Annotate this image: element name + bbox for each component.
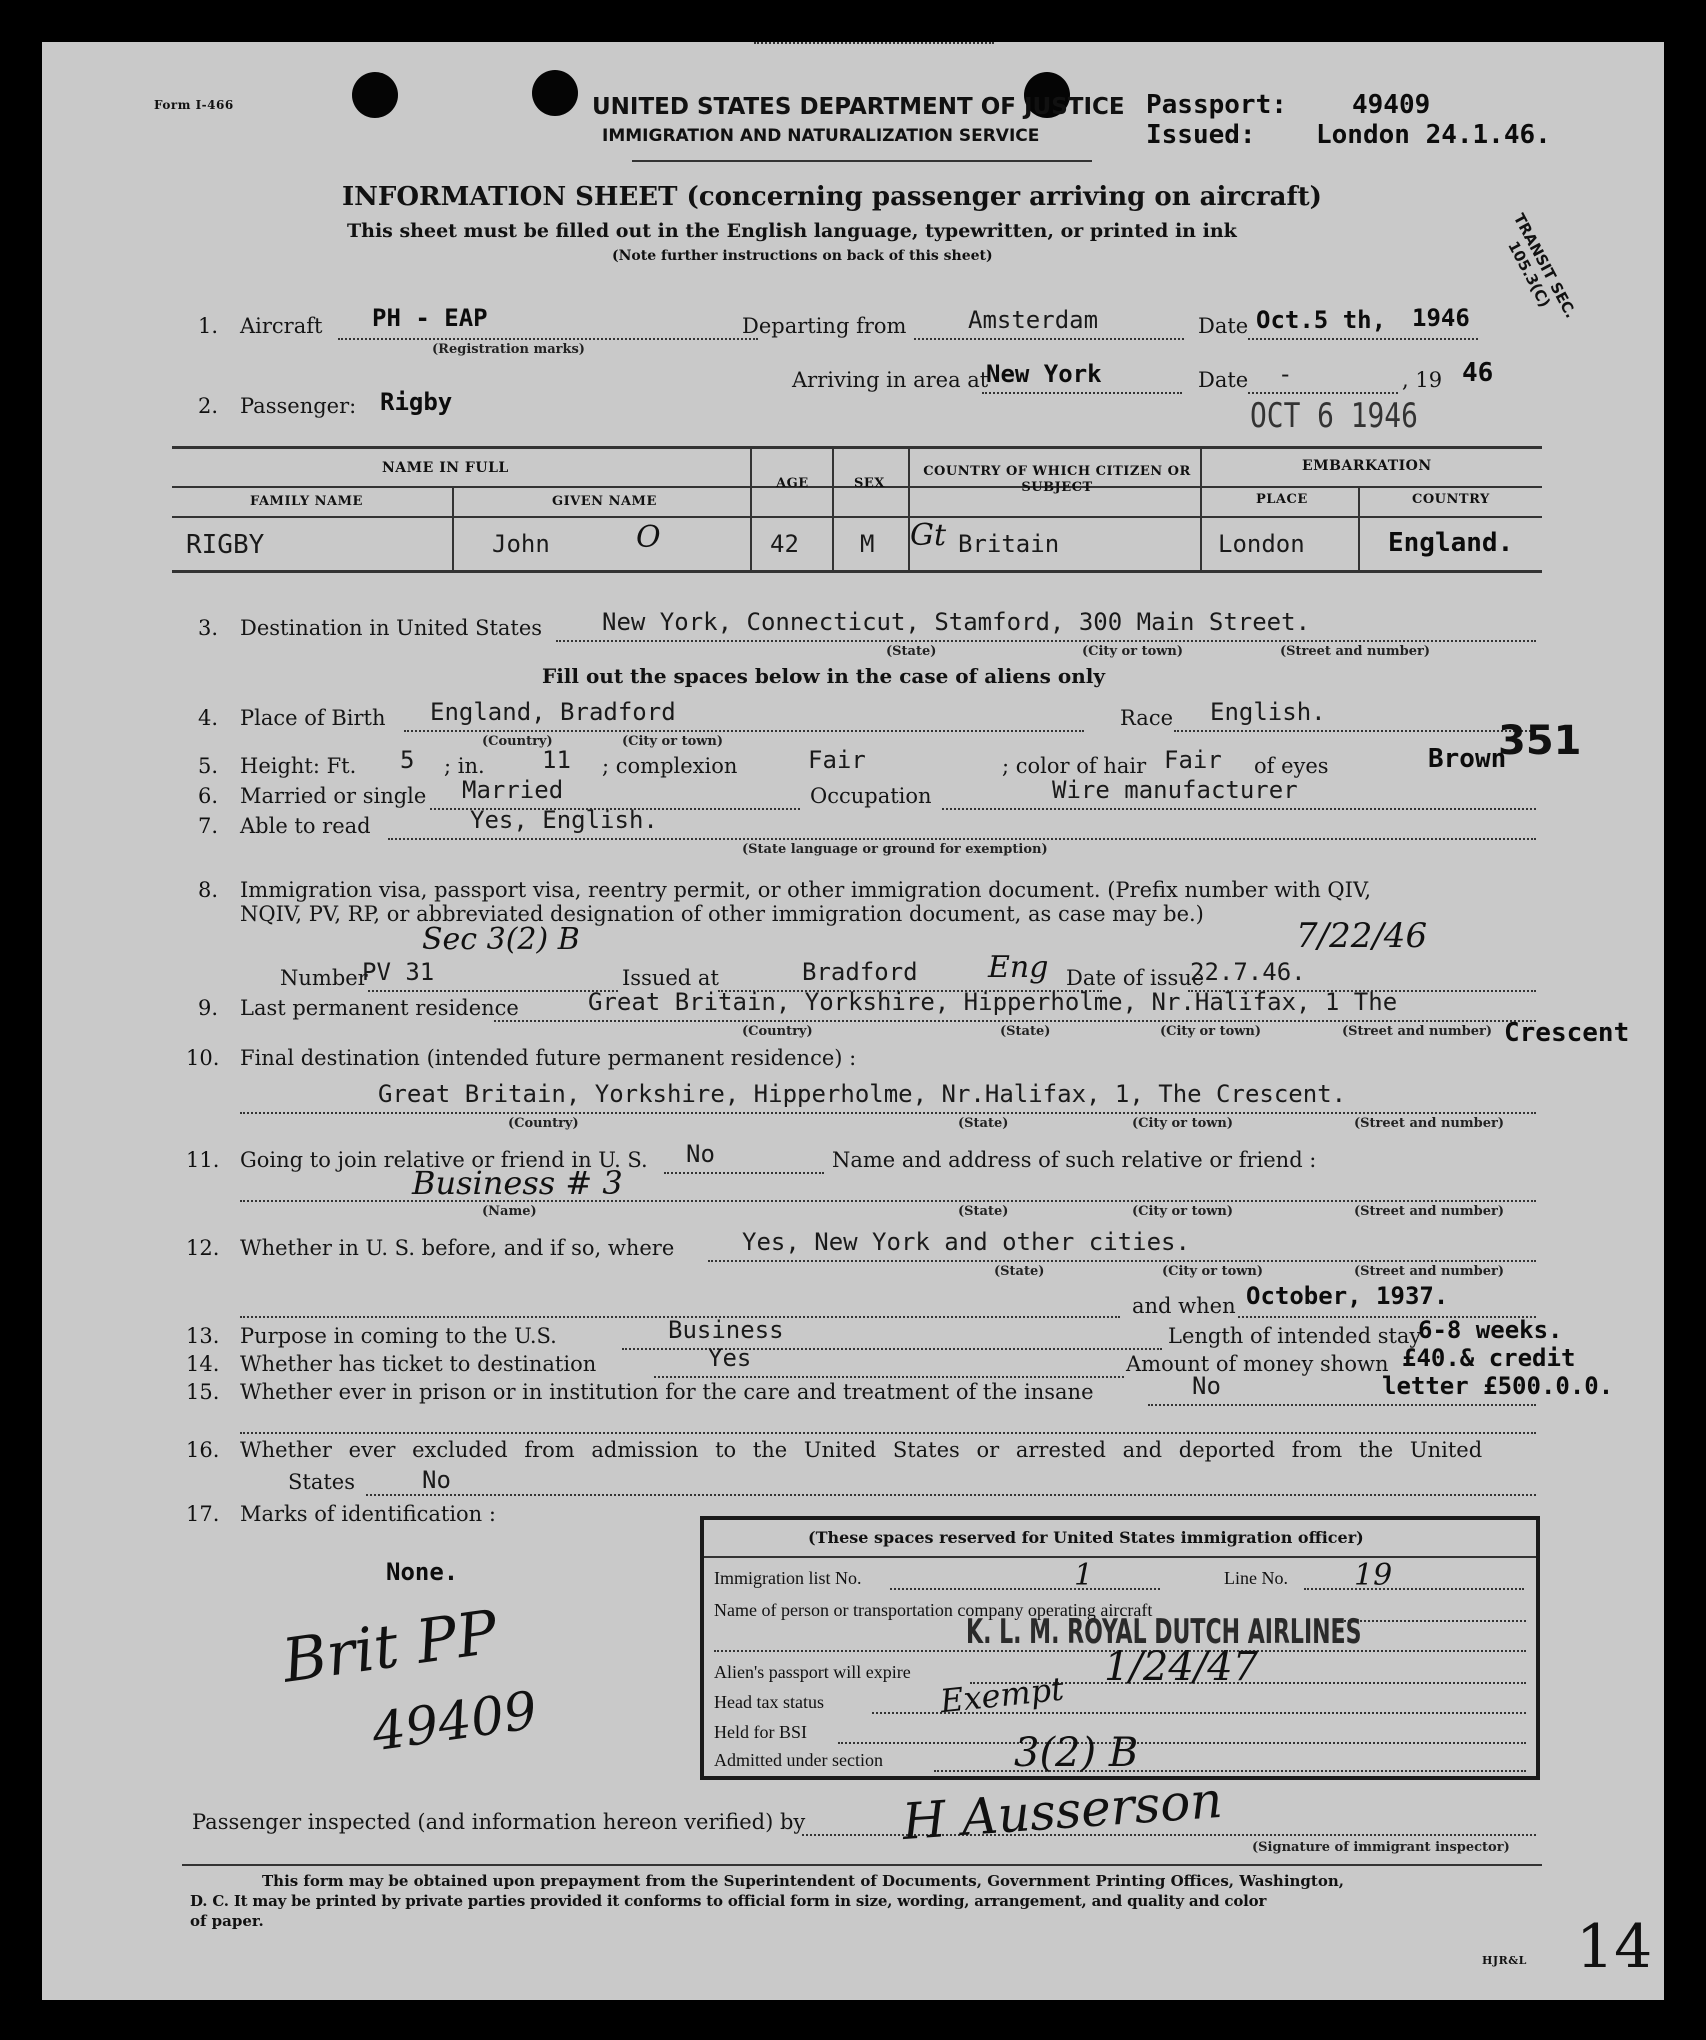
aircraft-line <box>338 338 758 340</box>
birthplace-label: Place of Birth <box>240 706 386 730</box>
visa-handwritten-date: 7/22/46 <box>1296 916 1428 956</box>
destination-value: New York, Connecticut, Stamford, 300 Main Street. <box>602 608 1311 636</box>
race-line <box>1174 730 1534 732</box>
given-name-mark: O <box>636 520 661 555</box>
line-number-value: 19 <box>1354 1558 1393 1593</box>
citizenship-value: Britain <box>958 530 1060 558</box>
list-number-value: 1 <box>1074 1558 1094 1593</box>
footer-text-2: D. C. It may be printed by private parties provided it conforms to official form in size, wording, arrangement, and quality and color <box>190 1892 1267 1910</box>
hair-value: Fair <box>1164 746 1222 774</box>
occupation-value: Wire manufacturer <box>1052 776 1298 804</box>
sheet-note: (Note further instructions on back of this sheet) <box>612 248 993 264</box>
row1-number: 1. <box>198 314 219 338</box>
transit-stamp: TRANSIT SEC. 105.3(C) <box>1504 210 1581 322</box>
row8-number: 8. <box>198 878 219 902</box>
row2-number: 2. <box>198 394 219 418</box>
age-heading: AGE <box>776 476 809 491</box>
issued-value: London 24.1.46. <box>1316 120 1551 150</box>
passport-expire-value: 1/24/47 <box>1104 1644 1259 1690</box>
family-name-heading: FAMILY NAME <box>250 494 363 509</box>
date2-value: - <box>1278 360 1293 388</box>
previous-street-caption: (Street and number) <box>1354 1264 1504 1279</box>
marital-value: Married <box>462 776 564 804</box>
officer-box-heading: (These spaces reserved for United States immigration officer) <box>808 1528 1364 1547</box>
citizenship-handwritten: Gt <box>910 518 947 553</box>
footer-text-1: This form may be obtained upon prepayment from the Superintendent of Documents, Government Printing Offices, Washington, <box>262 1872 1344 1890</box>
embark-country-value: England. <box>1388 528 1514 558</box>
departing-line <box>914 338 1184 340</box>
arriving-label: Arriving in area at <box>792 368 989 392</box>
bsi-label: Held for BSI <box>714 1722 807 1742</box>
sheet-title: INFORMATION SHEET (concerning passenger arriving on aircraft) <box>342 182 1322 212</box>
final-destination-value: Great Britain, Yorkshire, Hipperholme, Nr.Halifax, 1, The Crescent. <box>378 1080 1347 1108</box>
purpose-value: Business <box>668 1316 784 1344</box>
read-value: Yes, English. <box>470 806 658 834</box>
officer-reserved-box <box>700 1516 1540 1780</box>
operator-label: Name of person or transportation company operating aircraft <box>714 1600 1153 1620</box>
sex-value: M <box>860 530 875 558</box>
visa-number-value: PV 31 <box>362 958 435 986</box>
form-number: Form I-466 <box>154 98 234 112</box>
previous-visit-label: Whether in U. S. before, and if so, where <box>240 1236 675 1260</box>
sheet-subtitle: This sheet must be filled out in the English language, typewritten, or printed in ink <box>347 220 1237 242</box>
date2-line <box>1248 392 1398 394</box>
passport-number: 49409 <box>1352 90 1431 120</box>
head-tax-value: Exempt <box>938 1669 1066 1721</box>
visa-issued-label: Issued at <box>622 966 719 990</box>
purpose-label: Purpose in coming to the U.S. <box>240 1324 557 1348</box>
list-number-line <box>890 1588 1160 1590</box>
departing-value: Amsterdam <box>968 306 1099 334</box>
birthplace-city-caption: (City or town) <box>622 734 724 749</box>
year-value: 1946 <box>1412 304 1470 332</box>
document-page <box>42 42 1664 2000</box>
marital-label: Married or single <box>240 784 427 808</box>
visa-number-line <box>368 990 618 992</box>
list-number-label: Immigration list No. <box>714 1568 862 1588</box>
height-in-label: ; in. <box>444 754 485 778</box>
row17-number: 17. <box>186 1502 220 1526</box>
operator-line-1 <box>1344 1620 1526 1622</box>
previous-when-label: and when <box>1132 1294 1236 1318</box>
head-tax-label: Head tax status <box>714 1692 824 1712</box>
previous-state-caption: (State) <box>994 1264 1045 1279</box>
residence-value: Great Britain, Yorkshire, Hipperholme, Nr.Halifax, 1 The <box>588 988 1398 1016</box>
identification-handwritten-1: Brit PP <box>278 1597 502 1697</box>
height-label: Height: Ft. <box>240 754 357 778</box>
destination-line <box>556 640 1536 642</box>
given-name-heading: GIVEN NAME <box>552 494 657 509</box>
final-street-caption: (Street and number) <box>1354 1116 1504 1131</box>
row16-number: 16. <box>186 1438 220 1462</box>
receipt-date-stamp: OCT 6 1946 <box>1250 396 1418 436</box>
passenger-label: Passenger: <box>240 394 357 418</box>
money-value-continued: letter £500.0.0. <box>1382 1372 1614 1400</box>
residence-street-caption: (Street and number) <box>1342 1024 1492 1039</box>
final-state-caption: (State) <box>958 1116 1009 1131</box>
aliens-only-heading: Fill out the spaces below in the case of aliens only <box>542 664 1105 688</box>
previous-visit-value: Yes, New York and other cities. <box>742 1228 1190 1256</box>
row14-number: 14. <box>186 1352 220 1376</box>
age-value: 42 <box>770 530 799 558</box>
relative-name-caption: (Name) <box>482 1204 537 1219</box>
row6-number: 6. <box>198 784 219 808</box>
previous-city-caption: (City or town) <box>1162 1264 1264 1279</box>
issued-label: Issued: <box>1146 120 1256 150</box>
aircraft-label: Aircraft <box>240 314 323 338</box>
company-stamp: K. L. M. ROYAL DUTCH AIRLINES <box>966 1612 1362 1652</box>
previous-when-value: October, 1937. <box>1246 1282 1449 1310</box>
bsi-line <box>838 1742 1526 1744</box>
final-destination-line <box>240 1112 1536 1114</box>
final-city-caption: (City or town) <box>1132 1116 1234 1131</box>
line-number-label: Line No. <box>1224 1568 1288 1588</box>
join-relative-label: Going to join relative or friend in U. S. <box>240 1148 648 1172</box>
date-label: Date <box>1198 314 1249 338</box>
punch-hole-left <box>352 72 398 118</box>
inspector-signature-caption: (Signature of immigrant inspector) <box>1252 1840 1510 1855</box>
money-value: £40.& credit <box>1402 1344 1576 1372</box>
embark-place-value: London <box>1218 530 1305 558</box>
excluded-line <box>366 1494 1536 1496</box>
residence-state-caption: (State) <box>1000 1024 1051 1039</box>
birthplace-line <box>404 730 1084 732</box>
complexion-line <box>754 42 994 44</box>
prison-value: No <box>1192 1372 1221 1400</box>
embark-country-heading: COUNTRY <box>1412 492 1490 507</box>
final-destination-label: Final destination (intended future permanent residence) : <box>240 1046 857 1070</box>
date2-label: Date <box>1198 368 1249 392</box>
prison-line-2 <box>240 1432 1536 1434</box>
occupation-line <box>942 808 1536 810</box>
read-label: Able to read <box>240 814 371 838</box>
birthplace-country-caption: (Country) <box>482 734 553 749</box>
visa-number-label: Number <box>280 966 368 990</box>
ticket-value: Yes <box>708 1344 752 1372</box>
passport-expire-label: Alien's passport will expire <box>714 1662 911 1682</box>
residence-country-caption: (Country) <box>742 1024 813 1039</box>
admitted-label: Admitted under section <box>714 1750 883 1770</box>
relative-state-caption: (State) <box>958 1204 1009 1219</box>
date-line <box>1248 338 1478 340</box>
row3-number: 3. <box>198 616 219 640</box>
race-label: Race <box>1120 706 1174 730</box>
embarkation-heading: EMBARKATION <box>1302 458 1432 474</box>
row4-number: 4. <box>198 706 219 730</box>
row12-number: 12. <box>186 1236 220 1260</box>
identification-handwritten-2: 49409 <box>368 1680 541 1764</box>
relative-city-caption: (City or town) <box>1132 1204 1234 1219</box>
admitted-value: 3(2) B <box>1014 1730 1139 1776</box>
row7-number: 7. <box>198 814 219 838</box>
year2-prefix: , 19 <box>1402 368 1443 392</box>
residence-city-caption: (City or town) <box>1160 1024 1262 1039</box>
page-number-handwritten: 14 <box>1576 1912 1653 1982</box>
excluded-text-2: States <box>288 1470 355 1494</box>
visa-handwritten-section: Sec 3(2) B <box>422 922 580 957</box>
given-name-value: John <box>492 530 550 558</box>
final-country-caption: (Country) <box>508 1116 579 1131</box>
family-name-value: RIGBY <box>186 530 265 560</box>
destination-state-caption: (State) <box>886 644 937 659</box>
relative-street-caption: (Street and number) <box>1354 1204 1504 1219</box>
join-relative-value: No <box>686 1140 715 1168</box>
residence-line <box>494 1020 1536 1022</box>
row13-number: 13. <box>186 1324 220 1348</box>
name-in-full-heading: NAME IN FULL <box>382 460 509 476</box>
date-value: Oct.5 th, <box>1256 306 1387 334</box>
service-name: IMMIGRATION AND NATURALIZATION SERVICE <box>602 126 1040 146</box>
relative-handwritten: Business # 3 <box>412 1164 623 1202</box>
punch-hole-middle <box>532 70 578 116</box>
row11-number: 11. <box>186 1148 220 1172</box>
race-value: English. <box>1210 698 1326 726</box>
destination-street-caption: (Street and number) <box>1280 644 1430 659</box>
purpose-line <box>622 1348 1162 1350</box>
big-number: 351 <box>1498 718 1582 764</box>
row15-number: 15. <box>186 1380 220 1404</box>
visa-text-2: NQIV, PV, RP, or abbreviated designation of other immigration document, as case may be.) <box>240 902 1204 926</box>
eyes-label: of eyes <box>1254 754 1329 778</box>
visa-text-1: Immigration visa, passport visa, reentry permit, or other immigration document. (Prefix number with QIV, <box>240 878 1372 902</box>
line-number-line <box>1304 1588 1524 1590</box>
ticket-line <box>654 1376 1124 1378</box>
relative-name-label: Name and address of such relative or friend : <box>832 1148 1317 1172</box>
identification-value: None. <box>386 1558 459 1586</box>
money-label: Amount of money shown <box>1126 1352 1389 1376</box>
ticket-label: Whether has ticket to destination <box>240 1352 597 1376</box>
year2-value: 46 <box>1462 358 1494 388</box>
passenger-value: Rigby <box>380 388 453 416</box>
excluded-text-1: Whether ever excluded from admission to the United States or arrested and deported from the United <box>240 1438 1483 1462</box>
complexion-label: ; complexion <box>602 754 738 778</box>
stay-label: Length of intended stay <box>1168 1324 1422 1348</box>
previous-visit-line <box>708 1260 1536 1262</box>
arriving-value: New York <box>986 360 1102 388</box>
header-rule <box>632 160 1092 162</box>
inspector-signature: H Ausserson <box>900 1770 1225 1852</box>
footer-text-3: of paper. <box>190 1912 264 1930</box>
prison-line <box>1148 1404 1536 1406</box>
place-heading: PLACE <box>1256 492 1308 507</box>
inspector-label: Passenger inspected (and information hereon verified) by <box>192 1810 806 1834</box>
department-name: UNITED STATES DEPARTMENT OF JUSTICE <box>592 94 1125 120</box>
row5-number: 5. <box>198 754 219 778</box>
prison-label: Whether ever in prison or in institution for the care and treatment of the insane <box>240 1380 1094 1404</box>
printer-mark: HJR&L <box>1482 1954 1527 1967</box>
destination-city-caption: (City or town) <box>1082 644 1184 659</box>
row9-number: 9. <box>198 996 219 1020</box>
birthplace-value: England, Bradford <box>430 698 676 726</box>
read-caption: (State language or ground for exemption) <box>742 842 1048 857</box>
read-line <box>388 838 1536 840</box>
identification-label: Marks of identification : <box>240 1502 496 1526</box>
complexion-value: Fair <box>808 746 866 774</box>
visa-date-value: 22.7.46. <box>1190 958 1306 986</box>
visa-issued-handwritten: Eng <box>988 950 1049 985</box>
height-ft-value: 5 <box>400 746 415 774</box>
residence-value-continued: Crescent <box>1504 1018 1630 1048</box>
registration-marks-caption: (Registration marks) <box>432 342 585 357</box>
hair-label: ; color of hair <box>1002 754 1147 778</box>
arriving-line <box>982 392 1182 394</box>
occupation-label: Occupation <box>810 784 932 808</box>
height-in-value: 11 <box>542 746 571 774</box>
aircraft-value: PH - EAP <box>372 304 488 332</box>
footer-rule <box>182 1864 1542 1866</box>
passport-label: Passport: <box>1146 90 1287 120</box>
visa-date-label: Date of issue <box>1066 966 1205 990</box>
departing-label: Departing from <box>742 314 907 338</box>
citizenship-heading: COUNTRY OF WHICH CITIZEN OR SUBJECT <box>923 464 1191 495</box>
stay-value: 6-8 weeks. <box>1418 1316 1563 1344</box>
sex-heading: SEX <box>854 476 885 491</box>
visa-issued-value: Bradford <box>802 958 918 986</box>
destination-label: Destination in United States <box>240 616 543 640</box>
residence-label: Last permanent residence <box>240 996 519 1020</box>
join-relative-line <box>664 1172 824 1174</box>
eyes-value: Brown <box>1428 744 1507 774</box>
excluded-value: No <box>422 1466 451 1494</box>
row10-number: 10. <box>186 1046 220 1070</box>
